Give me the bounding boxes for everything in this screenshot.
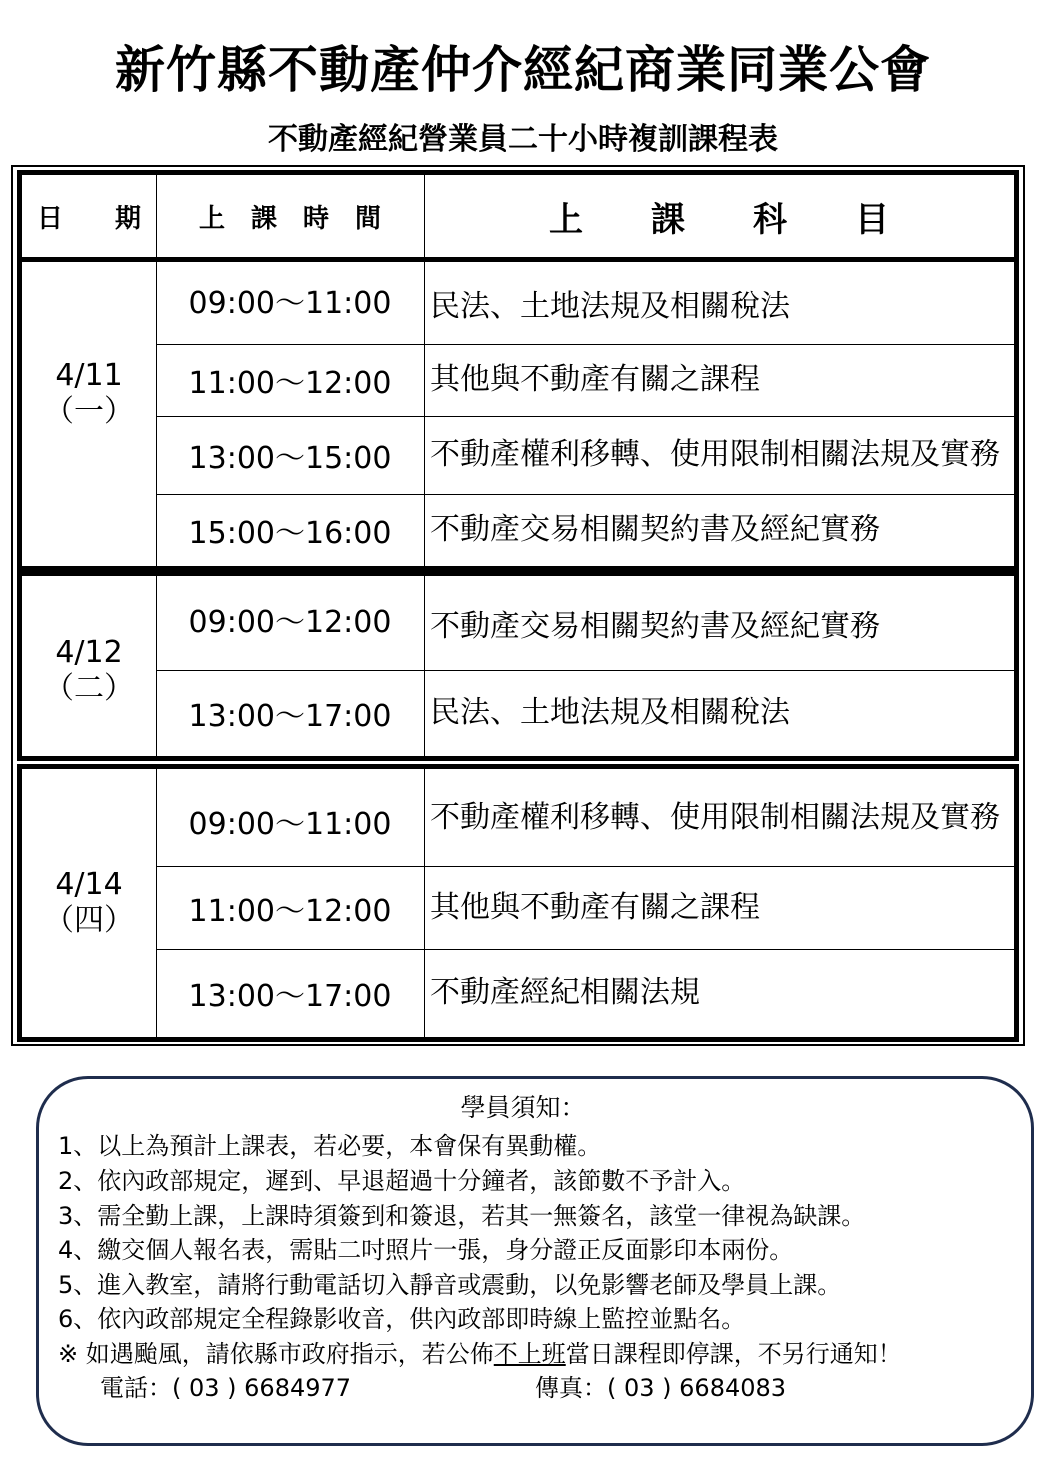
fax-number: 傳真：( 03 ) 6684083 bbox=[535, 1374, 787, 1402]
session-subject: 其他與不動產有關之課程 bbox=[430, 362, 760, 397]
day-date: 4/12 bbox=[55, 635, 123, 670]
session-subject: 民法、土地法規及相關稅法 bbox=[430, 695, 790, 730]
session-subject: 不動產交易相關契約書及經紀實務 bbox=[430, 609, 880, 644]
day-weekday: （二） bbox=[44, 671, 134, 706]
document-subtitle: 不動產經紀營業員二十小時複訓課程表 bbox=[268, 122, 778, 157]
day-block-4-14 bbox=[17, 764, 1019, 1042]
typhoon-prefix: ※ 如遇颱風，請依縣市政府指示，若公佈 bbox=[58, 1340, 494, 1368]
typhoon-notice bbox=[58, 1334, 902, 1369]
header-date: 日 期 bbox=[36, 203, 141, 234]
session-subject: 民法、土地法規及相關稅法 bbox=[430, 289, 790, 324]
header-subject: 上 課 科 目 bbox=[549, 199, 889, 240]
session-subject: 其他與不動產有關之課程 bbox=[430, 889, 760, 925]
typhoon-suffix: 當日課程即停課，不另行通知！ bbox=[565, 1340, 902, 1368]
session-subject: 不動產權利移轉、使用限制相關法規及實務 bbox=[430, 437, 1000, 472]
session-subject: 不動產經紀相關法規 bbox=[430, 975, 700, 1010]
notice-item: 3、需全勤上課，上課時須簽到和簽退，若其一無簽名，該堂一律視為缺課。 bbox=[58, 1202, 866, 1230]
notice-item: 4、繳交個人報名表，需貼二吋照片一張，身分證正反面影印本兩份。 bbox=[58, 1236, 794, 1264]
session-time: 13:00～17:00 bbox=[188, 979, 392, 1014]
notice-item: 6、依內政部規定全程錄影收音，供內政部即時線上監控並點名。 bbox=[58, 1305, 746, 1333]
notice-item: 1、以上為預計上課表，若必要，本會保有異動權。 bbox=[58, 1132, 602, 1160]
document-title: 新竹縣不動產仲介經紀商業同業公會 bbox=[115, 41, 931, 99]
day-date-cell bbox=[22, 262, 156, 566]
session-time: 09:00～11:00 bbox=[188, 806, 392, 842]
table-header-row bbox=[17, 170, 1019, 262]
notice-item: 5、進入教室，請將行動電話切入靜音或震動，以免影響老師及學員上課。 bbox=[58, 1271, 842, 1299]
notice-title: 學員須知： bbox=[460, 1093, 586, 1122]
header-time: 上 課 時 間 bbox=[198, 203, 381, 234]
day-date: 4/14 bbox=[55, 867, 123, 902]
session-time: 11:00～12:00 bbox=[188, 893, 392, 929]
session-time: 09:00～12:00 bbox=[188, 605, 392, 640]
day-block-4-11 bbox=[17, 257, 1019, 571]
session-time: 15:00～16:00 bbox=[188, 516, 392, 551]
typhoon-underlined: 不上班 bbox=[493, 1340, 566, 1368]
notice-item: 2、依內政部規定，遲到、早退超過十分鐘者，該節數不予計入。 bbox=[58, 1167, 746, 1195]
day-weekday: （四） bbox=[44, 903, 134, 938]
session-time: 13:00～17:00 bbox=[188, 699, 392, 734]
day-date-cell bbox=[22, 769, 156, 1037]
day-block-4-12 bbox=[17, 571, 1019, 761]
day-weekday: （一） bbox=[44, 394, 134, 429]
session-time: 11:00～12:00 bbox=[188, 366, 392, 401]
phone-number: 電話：( 03 ) 6684977 bbox=[100, 1374, 352, 1402]
session-subject: 不動產交易相關契約書及經紀實務 bbox=[430, 512, 880, 547]
session-time: 09:00～11:00 bbox=[188, 286, 392, 321]
day-date: 4/11 bbox=[55, 358, 123, 393]
day-date-cell bbox=[22, 576, 156, 756]
session-time: 13:00～15:00 bbox=[188, 441, 392, 476]
session-subject: 不動產權利移轉、使用限制相關法規及實務 bbox=[430, 799, 1000, 835]
